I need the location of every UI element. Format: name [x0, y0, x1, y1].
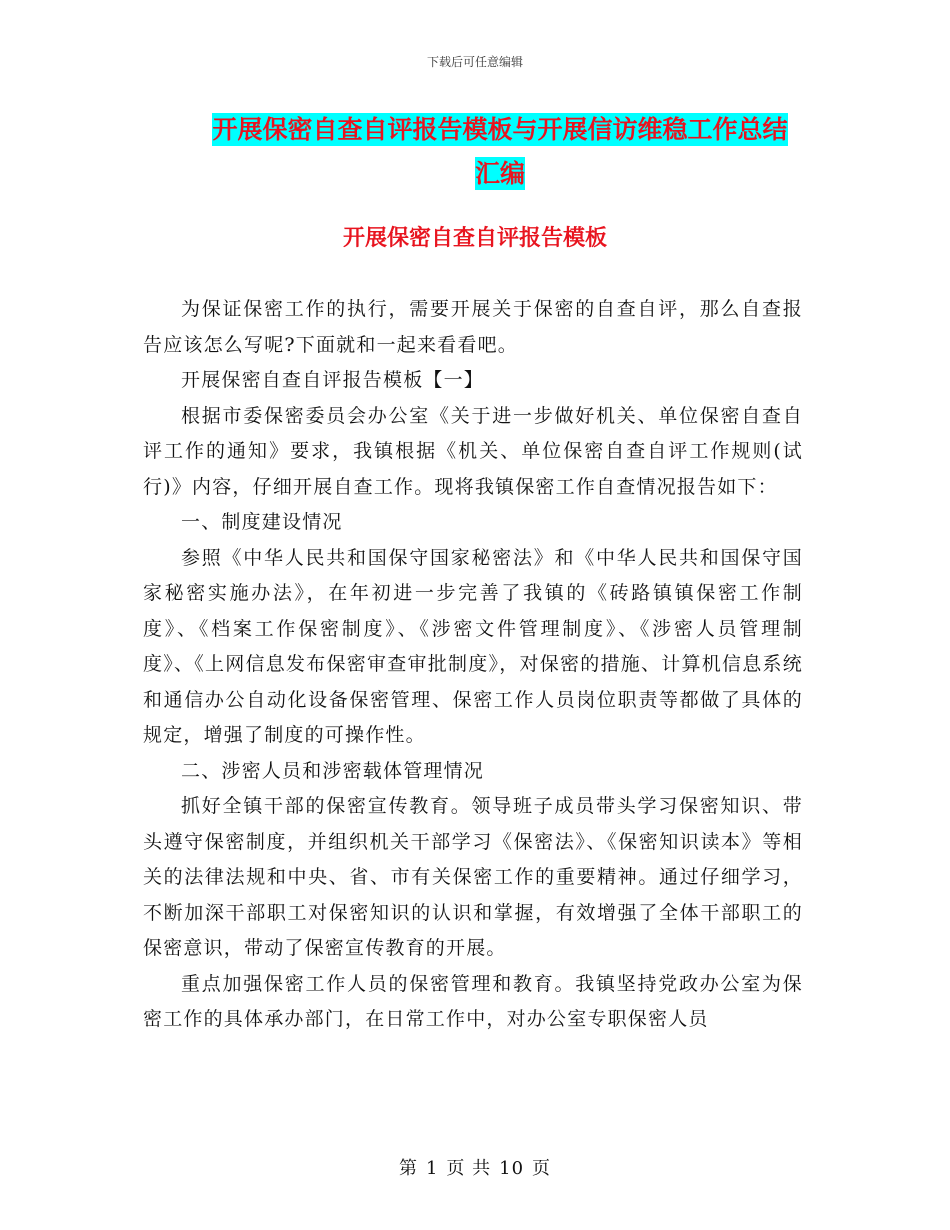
footer-suffix: 页: [532, 1158, 552, 1179]
paragraph-education: 抓好全镇干部的保密宣传教育。领导班子成员带头学习保密知识、带头遵守保密制度，并组织机关干部学习《保密法》、《保密知识读本》等相关的法律法规和中央、省、市有关保密工作的重要精神。通过仔细学习，不断加深干部职工对保密知识的认识和掌握，有效增强了全体干部职工的保密意识，带动了保密宣传教育的开展。: [143, 795, 803, 959]
page-footer: [0, 1154, 950, 1180]
footer-prefix: 第: [398, 1158, 418, 1179]
paragraph-template-heading: 开展保密自查自评报告模板【一】: [181, 369, 485, 391]
heading-personnel-carriers: 二、涉密人员和涉密载体管理情况: [181, 759, 485, 782]
footer-middle: 页 共: [446, 1158, 492, 1179]
paragraph-background: 根据市委保密委员会办公室《关于进一步做好机关、单位保密自查自评工作的通知》要求，我镇根据《机关、单位保密自查自评工作规则(试行)》内容，仔细开展自查工作。现将我镇保密工作自查情况报告如下：: [143, 404, 803, 498]
section-title: 开展保密自查自评报告模板: [342, 226, 607, 251]
document-body: [143, 292, 803, 1038]
document-title-line1: 开展保密自查自评报告模板与开展信访维稳工作总结: [212, 115, 788, 144]
footer-page-number: 1: [425, 1158, 439, 1179]
document-title-line2: 汇编: [474, 159, 525, 188]
paragraph-staff-management: 重点加强保密工作人员的保密管理和教育。我镇坚持党政办公室为保密工作的具体承办部门，在日常工作中，对办公室专职保密人员: [143, 972, 803, 1030]
heading-system-building: 一、制度建设情况: [181, 511, 343, 533]
footer-total-pages: 10: [499, 1158, 525, 1179]
document-title: [190, 108, 810, 196]
paragraph-system-building: 参照《中华人民共和国保守国家秘密法》和《中华人民共和国保守国家秘密实施办法》，在年初进一步完善了我镇的《砖路镇镇保密工作制度》、《档案工作保密制度》、《涉密文件管理制度》、《涉密人员管理制度》、《上网信息发布保密审查审批制度》，对保密的措施、计算机信息系统和通信办公自动化设备保密管理、保密工作人员岗位职责等都做了具体的规定，增强了制度的可操作性。: [143, 546, 803, 746]
paragraph-intro: 为保证保密工作的执行，需要开展关于保密的自查自评，那么自查报告应该怎么写呢?下面就和一起来看看吧。: [143, 298, 803, 356]
header-note: 下载后可任意编辑: [426, 55, 523, 69]
